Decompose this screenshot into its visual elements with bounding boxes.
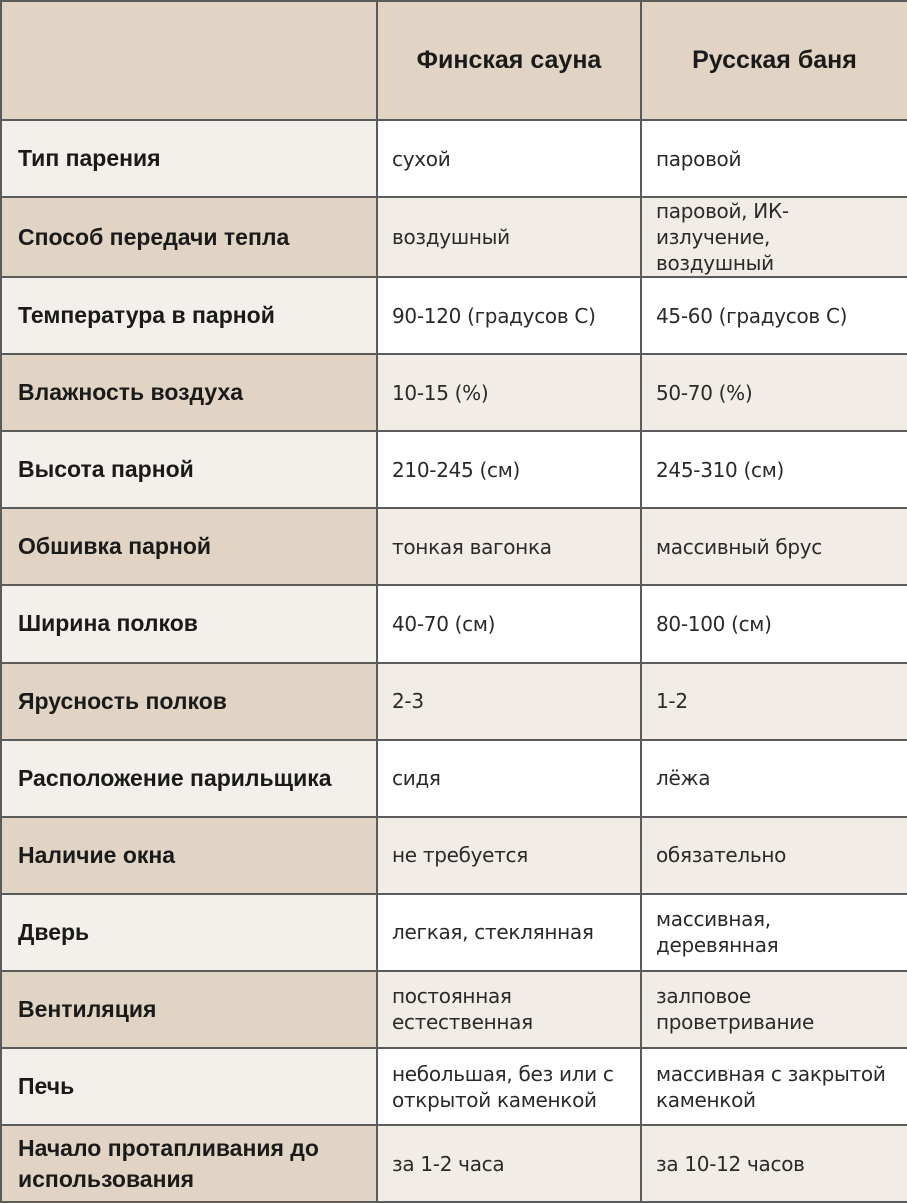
sauna-value: легкая, стеклянная bbox=[377, 894, 641, 971]
table-row bbox=[1, 663, 907, 740]
row-label: Тип парения bbox=[1, 120, 377, 197]
table-row bbox=[1, 197, 907, 277]
table-row bbox=[1, 1125, 907, 1202]
banya-value: залповое проветривание bbox=[641, 971, 907, 1048]
sauna-value: 2-3 bbox=[377, 663, 641, 740]
banya-value: обязательно bbox=[641, 817, 907, 894]
sauna-value: сухой bbox=[377, 120, 641, 197]
table-row bbox=[1, 585, 907, 662]
table-row bbox=[1, 740, 907, 817]
banya-value: за 10-12 часов bbox=[641, 1125, 907, 1202]
sauna-value: за 1-2 часа bbox=[377, 1125, 641, 1202]
table-row bbox=[1, 354, 907, 431]
sauna-value: 210-245 (см) bbox=[377, 431, 641, 508]
banya-value: массивная, деревянная bbox=[641, 894, 907, 971]
table-row bbox=[1, 277, 907, 354]
table-row bbox=[1, 120, 907, 197]
table-header-row bbox=[1, 1, 907, 120]
sauna-value: 90-120 (градусов С) bbox=[377, 277, 641, 354]
sauna-value: постоянная естественная bbox=[377, 971, 641, 1048]
table-row bbox=[1, 817, 907, 894]
table-row bbox=[1, 508, 907, 585]
row-label: Ширина полков bbox=[1, 585, 377, 662]
table-row bbox=[1, 894, 907, 971]
banya-value: массивный брус bbox=[641, 508, 907, 585]
header-finnish-sauna: Финская сауна bbox=[377, 1, 641, 120]
table-row bbox=[1, 1048, 907, 1125]
sauna-value: 40-70 (см) bbox=[377, 585, 641, 662]
sauna-value: сидя bbox=[377, 740, 641, 817]
row-label: Влажность воздуха bbox=[1, 354, 377, 431]
row-label: Наличие окна bbox=[1, 817, 377, 894]
row-label: Начало протапливания до использования bbox=[1, 1125, 377, 1202]
row-label: Дверь bbox=[1, 894, 377, 971]
sauna-value: 10-15 (%) bbox=[377, 354, 641, 431]
row-label: Обшивка парной bbox=[1, 508, 377, 585]
header-russian-banya: Русская баня bbox=[641, 1, 907, 120]
banya-value: паровой, ИК-излучение, воздушный bbox=[641, 197, 907, 277]
sauna-value: воздушный bbox=[377, 197, 641, 277]
row-label: Высота парной bbox=[1, 431, 377, 508]
banya-value: паровой bbox=[641, 120, 907, 197]
table-row bbox=[1, 431, 907, 508]
banya-value: 50-70 (%) bbox=[641, 354, 907, 431]
row-label: Вентиляция bbox=[1, 971, 377, 1048]
row-label: Расположение парильщика bbox=[1, 740, 377, 817]
row-label: Способ передачи тепла bbox=[1, 197, 377, 277]
banya-value: 45-60 (градусов С) bbox=[641, 277, 907, 354]
banya-value: 1-2 bbox=[641, 663, 907, 740]
header-corner-cell bbox=[1, 1, 377, 120]
row-label: Температура в парной bbox=[1, 277, 377, 354]
banya-value: массивная с закрытой каменкой bbox=[641, 1048, 907, 1125]
banya-value: лёжа bbox=[641, 740, 907, 817]
banya-value: 80-100 (см) bbox=[641, 585, 907, 662]
row-label: Ярусность полков bbox=[1, 663, 377, 740]
banya-value: 245-310 (см) bbox=[641, 431, 907, 508]
table-row bbox=[1, 971, 907, 1048]
sauna-value: небольшая, без или с открытой каменкой bbox=[377, 1048, 641, 1125]
row-label: Печь bbox=[1, 1048, 377, 1125]
sauna-value: не требуется bbox=[377, 817, 641, 894]
sauna-value: тонкая вагонка bbox=[377, 508, 641, 585]
